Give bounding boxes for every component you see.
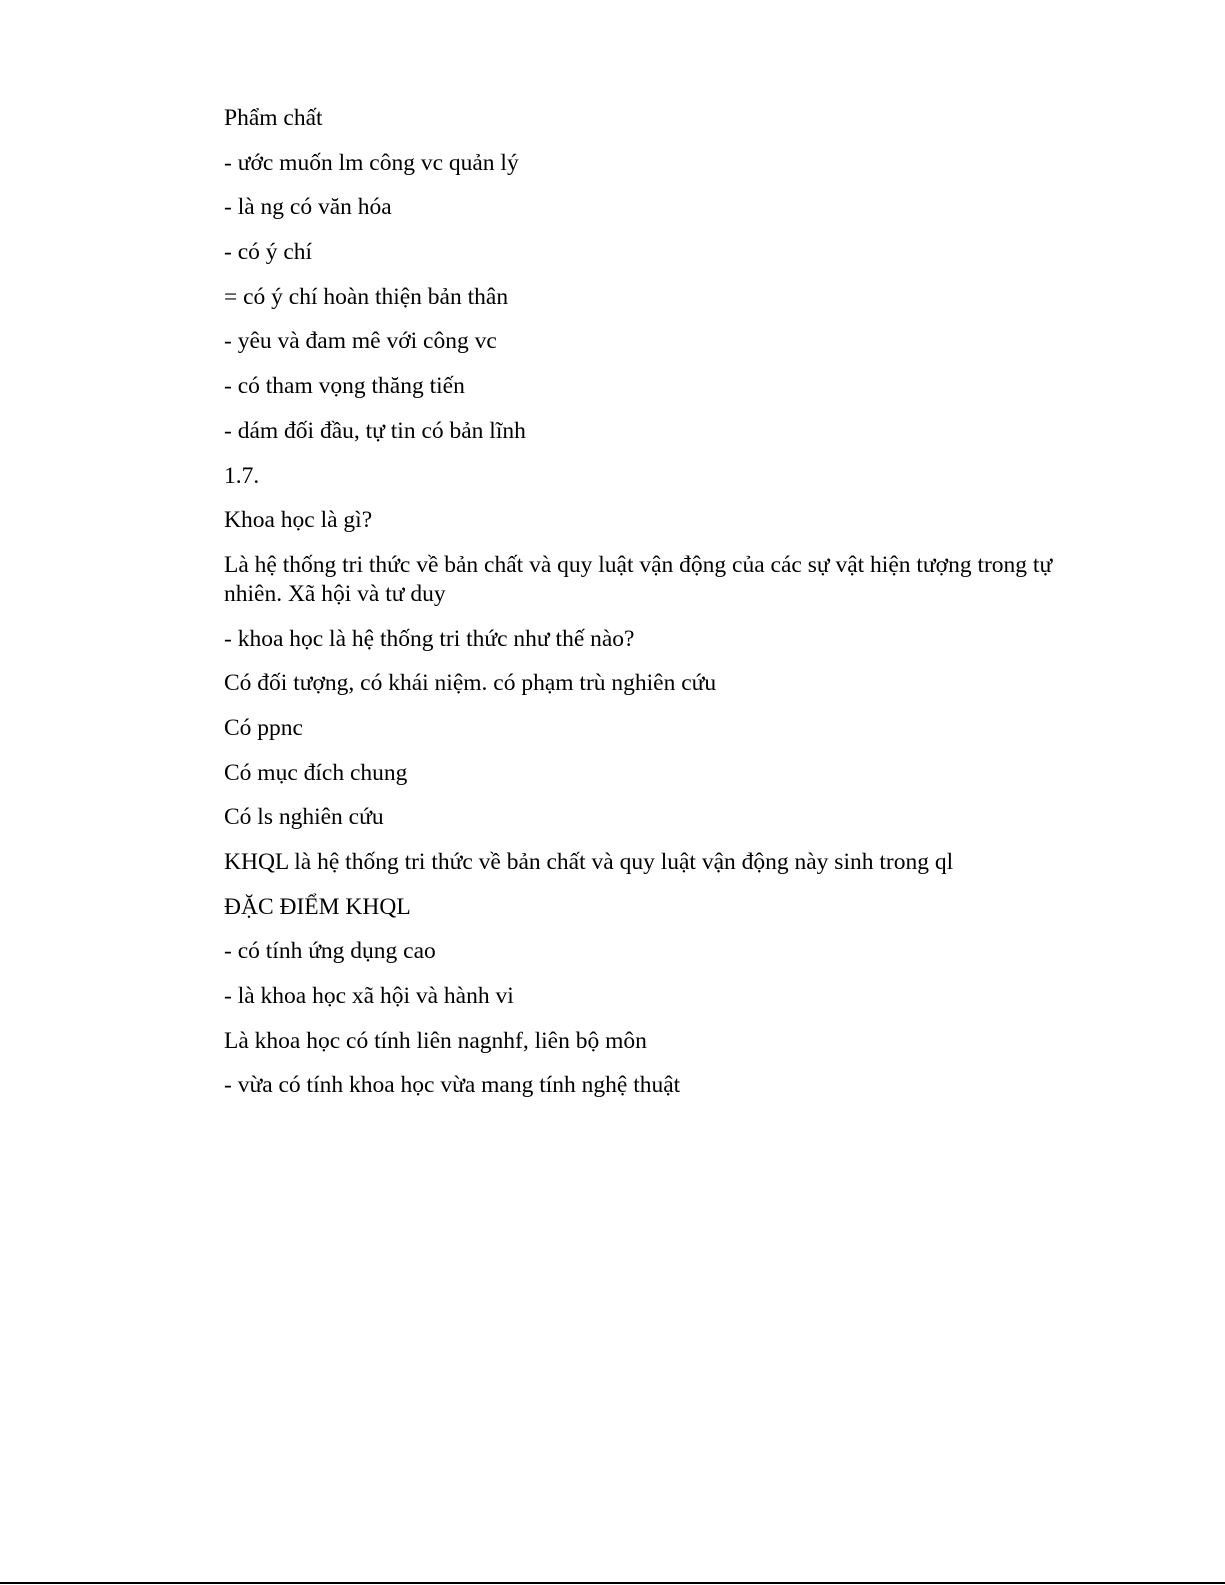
text-line: KHQL là hệ thống tri thức về bản chất và quy luật vận động này sinh trong ql	[224, 849, 954, 875]
document-body	[224, 104, 1064, 1116]
text-line: Là khoa học có tính liên nagnhf, liên bộ môn	[224, 1027, 647, 1054]
definition-paragraph: Là hệ thống tri thức về bản chất và quy luật vận động của các sự vật hiện tượng trong tự nhiên. Xã hội và tư duy	[224, 551, 1053, 607]
list-item: - vừa có tính khoa học vừa mang tính nghệ thuật	[224, 1072, 681, 1099]
text-line: Có ppnc	[224, 714, 303, 741]
text-line: Có đối tượng, có khái niệm. có phạm trù nghiên cứu	[224, 670, 717, 697]
list-item: - khoa học là hệ thống tri thức như thế nào?	[224, 625, 635, 652]
list-item: = có ý chí hoàn thiện bản thân	[224, 283, 509, 310]
list-item: - có tính ứng dụng cao	[224, 938, 436, 965]
text-line: Có ls nghiên cứu	[224, 804, 384, 831]
list-item: - có tham vọng thăng tiến	[224, 373, 465, 400]
text-line: Có mục đích chung	[224, 759, 408, 786]
list-item: - có ý chí	[224, 239, 313, 266]
section-number: 1.7.	[224, 462, 260, 489]
list-item: - yêu và đam mê với công vc	[224, 328, 497, 355]
list-item: - là khoa học xã hội và hành vi	[224, 983, 514, 1010]
list-item: - dám đối đầu, tự tin có bản lĩnh	[224, 417, 526, 444]
page-bottom-border	[0, 1582, 1225, 1584]
list-item: - là ng có văn hóa	[224, 194, 392, 221]
heading-pham-chat: Phẩm chất	[224, 105, 323, 131]
list-item: - ước muốn lm công vc quản lý	[224, 149, 519, 176]
question-heading: Khoa học là gì?	[224, 507, 373, 534]
section-heading-dac-diem: ĐẶC ĐIỂM KHQL	[224, 893, 411, 920]
